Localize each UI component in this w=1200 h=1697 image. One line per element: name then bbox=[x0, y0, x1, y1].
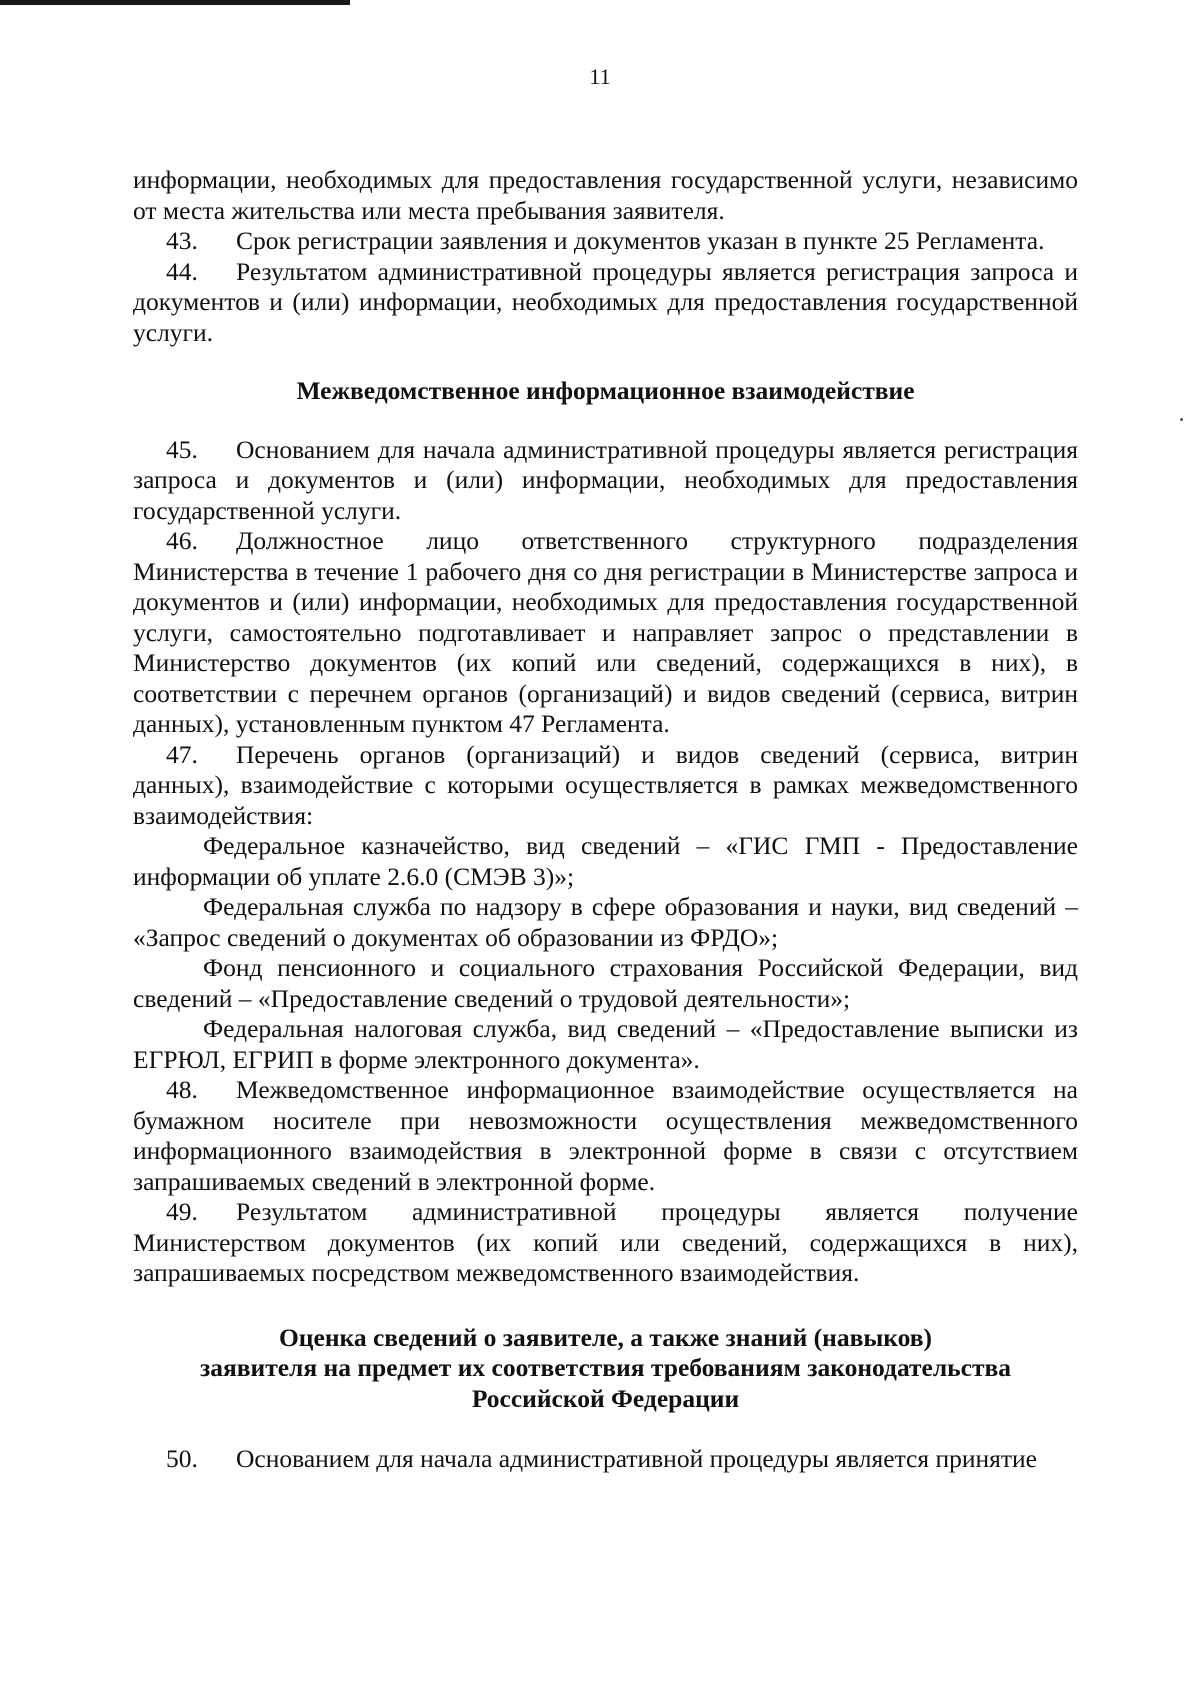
item-number: 46. bbox=[166, 526, 198, 555]
item-text: Основанием для начала административной процедуры является регистрация запроса и документов и (или) информации, необходимых для предоставления государственной услуги. bbox=[133, 434, 1078, 525]
item-number: 49. bbox=[166, 1197, 198, 1226]
item-44 bbox=[133, 257, 1078, 349]
page-number: 11 bbox=[589, 64, 611, 89]
subitem-tax-service: Федеральная налоговая служба, вид сведений – «Предоставление выписки из ЕГРЮЛ, ЕГРИП в форме электронного документа». bbox=[133, 1014, 1078, 1074]
subitem-pension-fund: Фонд пенсионного и социального страхования Российской Федерации, вид сведений – «Предоставление сведений о трудовой деятельности»; bbox=[133, 953, 1078, 1013]
item-text: Перечень органов (организаций) и видов сведений (сервиса, витрин данных), взаимодействие с которыми осуществляется в рамках межведомственного взаимодействия: bbox=[133, 739, 1078, 830]
item-45 bbox=[133, 435, 1078, 527]
item-text: Срок регистрации заявления и документов указан в пункте 25 Регламента. bbox=[236, 226, 1045, 255]
heading-line: Российской Федерации bbox=[471, 1383, 740, 1413]
item-text: Основанием для начала административной процедуры является принятие bbox=[236, 1444, 1037, 1473]
item-46 bbox=[133, 526, 1078, 740]
item-number: 50. bbox=[166, 1444, 198, 1473]
heading-line: заявителя на предмет их соответствия требованиям законодательства bbox=[199, 1353, 1012, 1382]
heading-line: Оценка сведений о заявителе, а также знаний (навыков) bbox=[278, 1322, 933, 1352]
item-43 bbox=[133, 226, 1078, 257]
item-number: 47. bbox=[166, 739, 198, 769]
intro-paragraph: информации, необходимых для предоставления государственной услуги, независимо от места жительства или места пребывания заявителя. bbox=[133, 165, 1078, 225]
document-body bbox=[133, 165, 1078, 1475]
item-49 bbox=[133, 1197, 1078, 1289]
item-50 bbox=[133, 1444, 1078, 1475]
section-heading-assessment bbox=[133, 1323, 1078, 1415]
item-text: Межведомственное информационное взаимодействие осуществляется на бумажном носителе при невозможности осуществления межведомственного информационного взаимодействия в электронной форме в связи с отсутствием запрашиваемых сведений в электронной форме. bbox=[133, 1075, 1078, 1196]
subitem-treasury: Федеральное казначейство, вид сведений – «ГИС ГМП - Предоставление информации об уплате 2.6.0 (СМЭВ 3)»; bbox=[133, 831, 1078, 891]
item-number: 44. bbox=[166, 256, 198, 286]
item-48 bbox=[133, 1075, 1078, 1197]
item-number: 48. bbox=[166, 1075, 198, 1104]
item-text: Результатом административной процедуры является регистрация запроса и документов и (или) информации, необходимых для предоставления государственной услуги. bbox=[133, 256, 1078, 347]
section-heading-interagency: Межведомственное информационное взаимодействие bbox=[296, 376, 915, 405]
scan-speck bbox=[1180, 418, 1183, 421]
item-text: Результатом административной процедуры является получение Министерством документов (их копий или сведений, содержащихся в них), запрашиваемых посредством межведомственного взаимодействия. bbox=[133, 1197, 1078, 1287]
subitem-education-supervision: Федеральная служба по надзору в сфере образования и науки, вид сведений – «Запрос сведений о документах об образовании из ФРДО»; bbox=[133, 892, 1078, 952]
item-47 bbox=[133, 740, 1078, 832]
scan-edge-bar bbox=[0, 0, 350, 5]
item-number: 43. bbox=[166, 226, 198, 255]
item-text: Должностное лицо ответственного структурного подразделения Министерства в течение 1 рабочего дня со дня регистрации в Министерстве запроса и документов и (или) информации, необходимых для предоставления государственной услуги, самостоятельно подготавливает и направляет запрос о представлении в Министерство документов (их копий или сведений, содержащихся в них), в соответствии с перечнем органов (организаций) и видов сведений (сервиса, витрин данных), установленным пунктом 47 Регламента. bbox=[133, 526, 1078, 738]
item-number: 45. bbox=[166, 434, 198, 464]
